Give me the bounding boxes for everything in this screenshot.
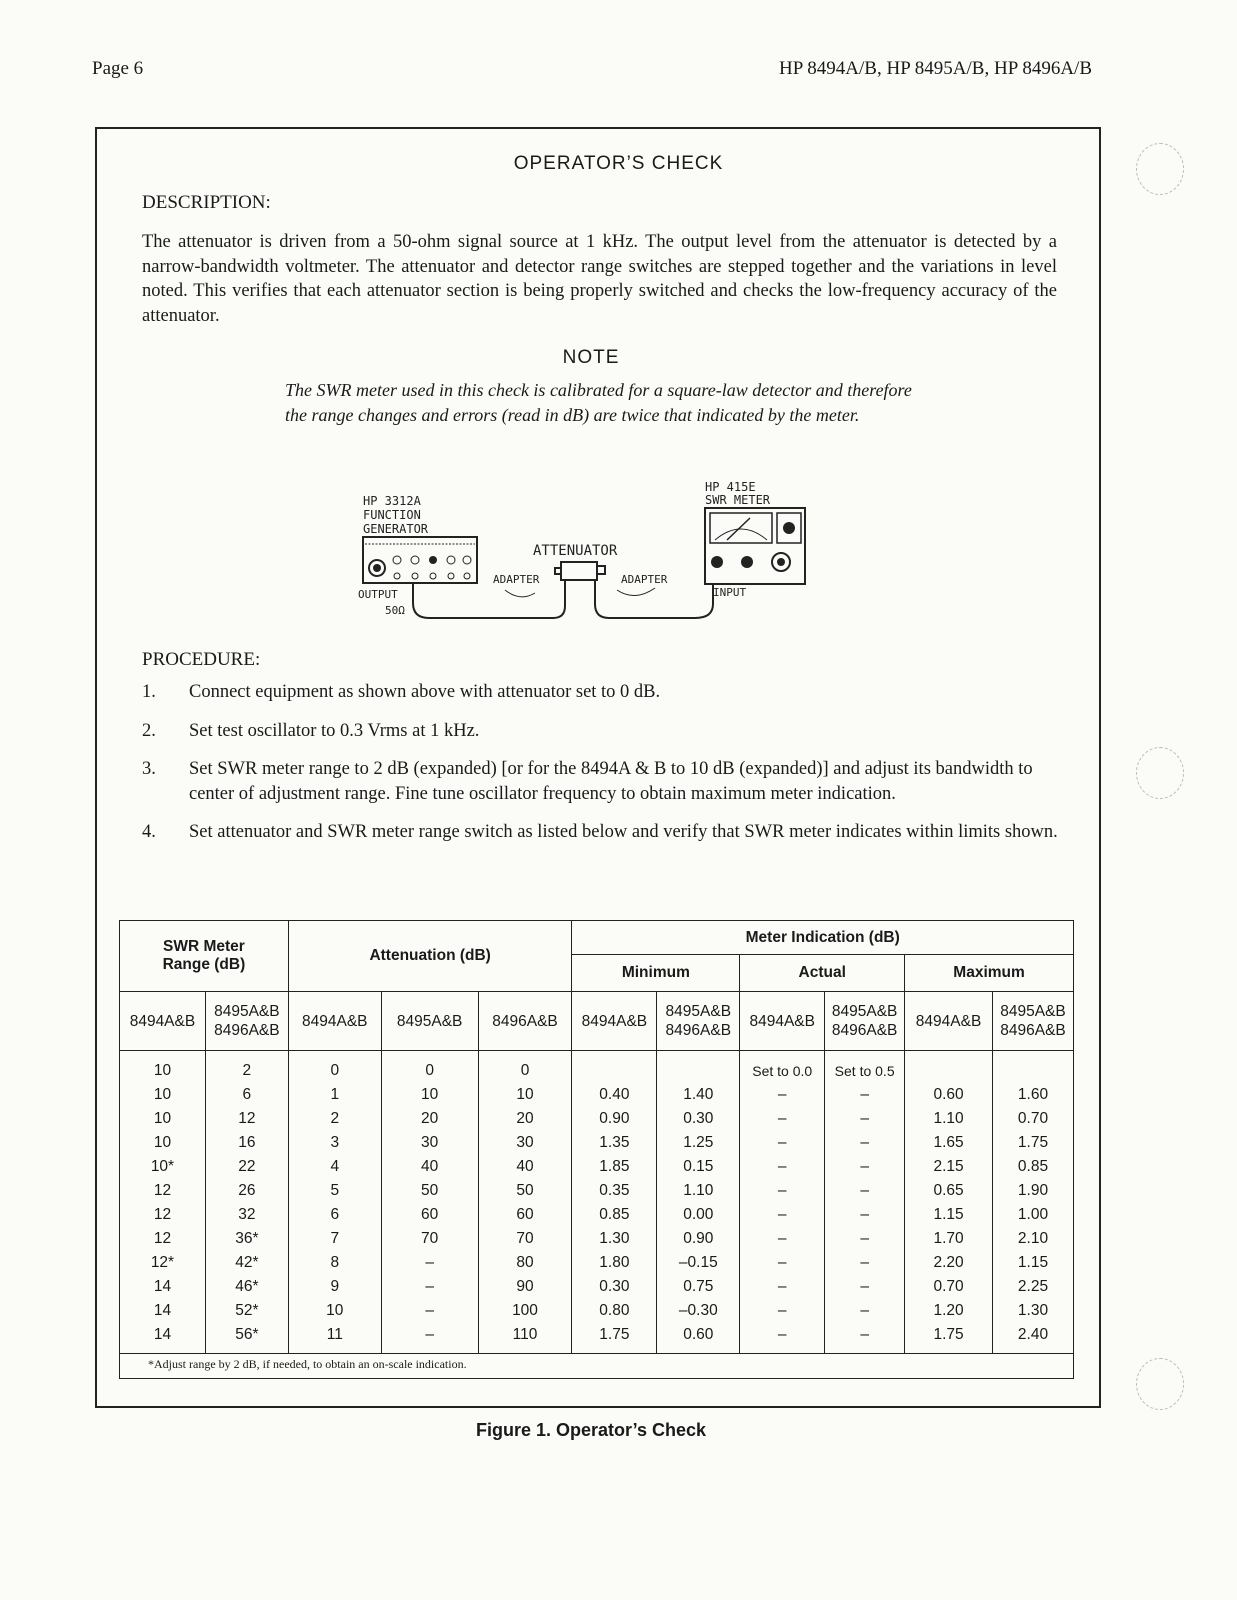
table-cell: 0.40 (572, 1083, 657, 1107)
table-cell: 6 (288, 1203, 381, 1227)
table-cell: Set to 0.0 (740, 1051, 825, 1084)
table-cell: 1.10 (657, 1179, 740, 1203)
table-cell: 0.30 (657, 1107, 740, 1131)
table-cell: – (825, 1323, 905, 1354)
table-cell: 0.70 (905, 1275, 993, 1299)
table-cell: 1.15 (905, 1203, 993, 1227)
table-cell: 1.15 (993, 1251, 1074, 1275)
table-cell: 1.90 (993, 1179, 1074, 1203)
table-cell: 0.85 (572, 1203, 657, 1227)
table-cell: – (825, 1251, 905, 1275)
description-text: The attenuator is driven from a 50-ohm signal source at 1 kHz. The output level from the attenuator is detected by a narrow-bandwidth voltmeter. The attenuator and detector range switches are stepped together and the variations in level noted. This verifies that each attenuator section is being properly switched and checks the low-frequency accuracy of the attenuator. (142, 232, 1057, 326)
procedure-steps (142, 680, 1062, 859)
table-row (120, 1323, 1074, 1354)
table-cell: 9 (288, 1275, 381, 1299)
meter-label-2: SWR METER (705, 493, 771, 507)
table-cell: 12 (120, 1179, 206, 1203)
table-cell: 60 (478, 1203, 572, 1227)
table-cell: 10 (120, 1051, 206, 1084)
table-cell: 0.70 (993, 1107, 1074, 1131)
table-cell: 0.85 (993, 1155, 1074, 1179)
table-cell: 14 (120, 1323, 206, 1354)
table-cell: – (381, 1275, 478, 1299)
procedure-label: PROCEDURE: (142, 649, 261, 670)
table-cell: 14 (120, 1275, 206, 1299)
table-row (120, 1227, 1074, 1251)
table-cell: 0.80 (572, 1299, 657, 1323)
swr-meter-icon (705, 508, 805, 584)
binder-hole-icon (1136, 143, 1184, 195)
col-header: 8495A&B 8496A&B (825, 992, 905, 1051)
table-cell: 0.35 (572, 1179, 657, 1203)
table-cell: 11 (288, 1323, 381, 1354)
header-meter-indication: Meter Indication (dB) (572, 921, 1074, 955)
table-cell: 100 (478, 1299, 572, 1323)
table-cell: – (381, 1323, 478, 1354)
table-cell: – (740, 1155, 825, 1179)
table-cell: 0.90 (657, 1227, 740, 1251)
table-cell: 4 (288, 1155, 381, 1179)
table-row (120, 1051, 1074, 1084)
generator-label-2: FUNCTION (363, 508, 421, 522)
table-cell: – (740, 1179, 825, 1203)
table-cell: 26 (205, 1179, 288, 1203)
table-row (120, 1203, 1074, 1227)
table-cell: 16 (205, 1131, 288, 1155)
table-cell: 1.75 (572, 1323, 657, 1354)
table-cell: 0 (288, 1051, 381, 1084)
table-cell: 90 (478, 1275, 572, 1299)
table-cell: 10 (120, 1131, 206, 1155)
procedure-step: 1. Connect equipment as shown above with attenuator set to 0 dB. (142, 682, 661, 702)
setup-diagram (355, 478, 825, 648)
table-cell: 1.85 (572, 1155, 657, 1179)
table-row (120, 1251, 1074, 1275)
table-footnote: *Adjust range by 2 dB, if needed, to obtain an on-scale indication. (119, 1351, 1074, 1379)
description-label: DESCRIPTION: (142, 192, 271, 213)
table-cell: 10 (288, 1299, 381, 1323)
table-cell: 80 (478, 1251, 572, 1275)
table-row (120, 1179, 1074, 1203)
table-cell: 70 (478, 1227, 572, 1251)
table-cell: 0 (381, 1051, 478, 1084)
table-cell: 52* (205, 1299, 288, 1323)
header-maximum: Maximum (905, 955, 1074, 992)
col-header: 8494A&B (740, 992, 825, 1051)
table-cell: 5 (288, 1179, 381, 1203)
table-cell: 1.80 (572, 1251, 657, 1275)
table-cell: 2.10 (993, 1227, 1074, 1251)
table-cell: 56* (205, 1323, 288, 1354)
function-generator-icon (363, 537, 477, 583)
procedure-step: 2. Set test oscillator to 0.3 Vrms at 1 kHz. (142, 720, 480, 741)
section-title: OPERATOR’S CHECK (513, 153, 724, 174)
table-cell: 1.00 (993, 1203, 1074, 1227)
table-cell: 1.10 (905, 1107, 993, 1131)
cables (413, 580, 713, 618)
table-cell: 1.35 (572, 1131, 657, 1155)
table-cell: 0.15 (657, 1155, 740, 1179)
table-cell: 7 (288, 1227, 381, 1251)
table-cell: 2.25 (993, 1275, 1074, 1299)
table-cell: 14 (120, 1299, 206, 1323)
table-cell: – (740, 1203, 825, 1227)
table-cell: 12 (205, 1107, 288, 1131)
table-cell: 1.75 (993, 1131, 1074, 1155)
binder-hole-icon (1136, 1358, 1184, 1410)
table-cell: 2.15 (905, 1155, 993, 1179)
table-cell (905, 1051, 993, 1084)
note-text: The SWR meter used in this check is calibrated for a square-law detector and therefore the range changes and errors (read in dB) are twice that indicated by the meter. (285, 380, 912, 425)
table-cell: 1.30 (572, 1227, 657, 1251)
table-cell: 0.90 (572, 1107, 657, 1131)
table-cell: 12 (120, 1227, 206, 1251)
table-cell: 0 (478, 1051, 572, 1084)
table-cell: 2 (205, 1051, 288, 1084)
table-cell: 1 (288, 1083, 381, 1107)
table-cell: – (740, 1131, 825, 1155)
table-cell: – (825, 1179, 905, 1203)
table-cell: – (825, 1131, 905, 1155)
table-cell: 30 (381, 1131, 478, 1155)
header-minimum: Minimum (572, 955, 740, 992)
table-cell: 22 (205, 1155, 288, 1179)
table-cell: – (381, 1251, 478, 1275)
binder-hole-icon (1136, 747, 1184, 799)
table-cell: 1.65 (905, 1131, 993, 1155)
table-row (120, 1083, 1074, 1107)
table-cell: 12 (120, 1203, 206, 1227)
table-cell: 40 (478, 1155, 572, 1179)
table-row (120, 1275, 1074, 1299)
table-cell: 0.60 (905, 1083, 993, 1107)
table-row (120, 1107, 1074, 1131)
table-cell: 46* (205, 1275, 288, 1299)
meter-label-1: HP 415E (705, 480, 756, 494)
procedure-step: 3. Set SWR meter range to 2 dB (expanded) [or for the 8494A & B to 10 dB (expanded)] and adjust its bandwidth to center of adjustment range. Fine tune oscillator frequency to obtain maximum meter indication. (142, 759, 1033, 804)
generator-label-1: HP 3312A (363, 494, 421, 508)
table-cell: – (740, 1323, 825, 1354)
table-cell: – (740, 1107, 825, 1131)
table-cell (572, 1051, 657, 1084)
table-cell: 36* (205, 1227, 288, 1251)
table-cell: 10 (478, 1083, 572, 1107)
page-number: Page 6 (92, 58, 144, 79)
table-cell: 0.65 (905, 1179, 993, 1203)
table-cell: 1.30 (993, 1299, 1074, 1323)
table-cell: – (740, 1083, 825, 1107)
table-cell: 2.40 (993, 1323, 1074, 1354)
table-cell: 2 (288, 1107, 381, 1131)
col-header: 8494A&B (572, 992, 657, 1051)
table-cell: 1.40 (657, 1083, 740, 1107)
output-ohms-label: 50Ω (385, 604, 405, 617)
table-cell: – (381, 1299, 478, 1323)
table-cell: 10 (120, 1083, 206, 1107)
table-cell: 50 (381, 1179, 478, 1203)
table-cell: – (825, 1107, 905, 1131)
adapter-right-label: ADAPTER (621, 573, 668, 586)
generator-label-3: GENERATOR (363, 522, 429, 536)
table-cell: 60 (381, 1203, 478, 1227)
table-cell: – (825, 1227, 905, 1251)
table-cell: 20 (478, 1107, 572, 1131)
col-header: 8496A&B (478, 992, 572, 1051)
table-cell: 12* (120, 1251, 206, 1275)
table-cell: – (825, 1275, 905, 1299)
table-cell: – (740, 1275, 825, 1299)
output-label: OUTPUT (358, 588, 398, 601)
table-cell: 10 (381, 1083, 478, 1107)
table-cell: 32 (205, 1203, 288, 1227)
table-cell: 1.75 (905, 1323, 993, 1354)
table-row (120, 1299, 1074, 1323)
table-cell: – (825, 1083, 905, 1107)
table-cell: 1.60 (993, 1083, 1074, 1107)
table-cell: –0.15 (657, 1251, 740, 1275)
table-cell: 1.70 (905, 1227, 993, 1251)
table-cell: 42* (205, 1251, 288, 1275)
table-cell (657, 1051, 740, 1084)
header-swr-range: SWR Meter Range (dB) (120, 921, 289, 992)
table-cell: – (740, 1299, 825, 1323)
table-cell: – (825, 1155, 905, 1179)
col-header: 8495A&B 8496A&B (205, 992, 288, 1051)
figure-caption: Figure 1. Operator’s Check (475, 1420, 707, 1440)
table-cell: 0.75 (657, 1275, 740, 1299)
col-header: 8495A&B 8496A&B (657, 992, 740, 1051)
attenuator-label: ATTENUATOR (533, 543, 618, 559)
col-header: 8494A&B (905, 992, 993, 1051)
table-cell: – (740, 1227, 825, 1251)
note-heading: NOTE (562, 347, 620, 368)
procedure-step: 4. Set attenuator and SWR meter range switch as listed below and verify that SWR meter indicates within limits shown. (142, 822, 1058, 842)
header-attenuation: Attenuation (dB) (288, 921, 572, 992)
adapter-left-label: ADAPTER (493, 573, 540, 586)
col-header: 8494A&B (288, 992, 381, 1051)
table-cell: 3 (288, 1131, 381, 1155)
table-cell: Set to 0.5 (825, 1051, 905, 1084)
table-cell: 30 (478, 1131, 572, 1155)
table-cell: 50 (478, 1179, 572, 1203)
table-cell: – (825, 1299, 905, 1323)
col-header: 8495A&B (381, 992, 478, 1051)
input-label: INPUT (713, 586, 747, 599)
table-cell: 8 (288, 1251, 381, 1275)
table-cell: – (825, 1203, 905, 1227)
table-cell: 10 (120, 1107, 206, 1131)
table-cell: 2.20 (905, 1251, 993, 1275)
table-cell: 10* (120, 1155, 206, 1179)
table-cell: – (740, 1251, 825, 1275)
table-cell: 1.25 (657, 1131, 740, 1155)
table-cell: 1.20 (905, 1299, 993, 1323)
table-cell: 20 (381, 1107, 478, 1131)
table-cell: 0.00 (657, 1203, 740, 1227)
header-actual: Actual (740, 955, 905, 992)
table-cell: 40 (381, 1155, 478, 1179)
table-cell: 6 (205, 1083, 288, 1107)
table-cell: 0.30 (572, 1275, 657, 1299)
table-row (120, 1131, 1074, 1155)
col-header: 8495A&B 8496A&B (993, 992, 1074, 1051)
running-header: HP 8494A/B, HP 8495A/B, HP 8496A/B (778, 58, 1092, 79)
operators-check-table (119, 920, 1074, 1354)
table-cell: 70 (381, 1227, 478, 1251)
table-row (120, 1155, 1074, 1179)
table-cell: –0.30 (657, 1299, 740, 1323)
col-header: 8494A&B (120, 992, 206, 1051)
table-cell: 110 (478, 1323, 572, 1354)
attenuator-icon (555, 562, 605, 580)
table-cell: 0.60 (657, 1323, 740, 1354)
table-cell (993, 1051, 1074, 1084)
